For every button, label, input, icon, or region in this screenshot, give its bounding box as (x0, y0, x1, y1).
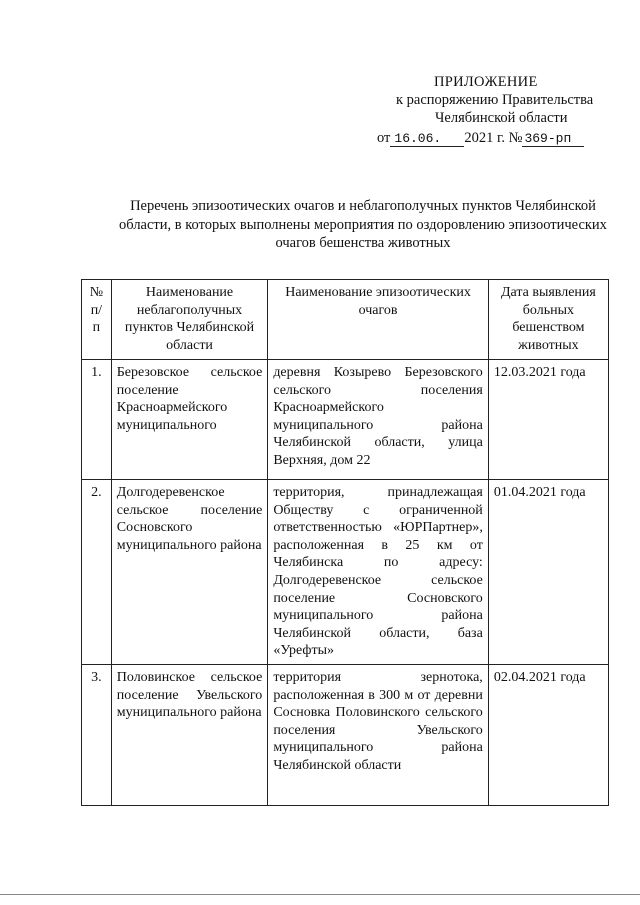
row-date: 12.03.2021 года (488, 360, 608, 480)
header-point: Наименование неблагополучных пунктов Челябинской области (111, 280, 268, 360)
row-point: Березовское сельское поселение Красноармейского муниципального (111, 360, 268, 480)
appendix-year: 2021 г. № (464, 130, 523, 146)
foci-table (81, 279, 609, 806)
row-focus: территория, принадлежащая Обществу с ограниченной ответственностью «ЮРПартнер», расположенная в 25 км от Челябинска по адресу: Долгодеревенское сельское поселение Сосновского муниципального района Челябинской области, база «Урефты» (268, 480, 489, 665)
row-focus: территория зернотока, расположенная в 300 м от деревни Сосновка Половинского сельского поселения Увельского муниципального района Челябинской области (268, 664, 489, 805)
table-row (82, 480, 609, 665)
row-num: 1. (82, 360, 112, 480)
row-point: Долгодеревенское сельское поселение Сосновского муниципального района (111, 480, 268, 665)
row-date: 02.04.2021 года (488, 664, 608, 805)
row-num: 2. (82, 480, 112, 665)
appendix-number: 369-рп (522, 131, 584, 147)
appendix-title: ПРИЛОЖЕНИЕ (434, 74, 538, 90)
page-bottom-divider (0, 894, 640, 895)
table-row (82, 360, 609, 480)
row-num: 3. (82, 664, 112, 805)
table-header-row (82, 280, 609, 360)
row-point: Половинское сельское поселение Увельского муниципального района (111, 664, 268, 805)
appendix-order-line: к распоряжению Правительства (396, 92, 594, 108)
header-focus: Наименование эпизоотических очагов (268, 280, 489, 360)
appendix-region-line: Челябинской области (435, 110, 568, 126)
header-date: Дата выявления больных бешенством животных (488, 280, 608, 360)
header-num: № п/п (82, 280, 112, 360)
appendix-date: 16.06. (390, 131, 464, 147)
table-row (82, 664, 609, 805)
row-date: 01.04.2021 года (488, 480, 608, 665)
appendix-date-line (377, 130, 607, 147)
document-heading: Перечень эпизоотических очагов и неблагополучных пунктов Челябинской области, в которых выполнены мероприятия по оздоровлению эпизоотических очагов бешенства животных (119, 198, 607, 251)
row-focus: деревня Козырево Березовского сельского поселения Красноармейского муниципального района Челябинской области, улица Верхняя, дом 22 (268, 360, 489, 480)
appendix-from-label: от (377, 130, 391, 146)
